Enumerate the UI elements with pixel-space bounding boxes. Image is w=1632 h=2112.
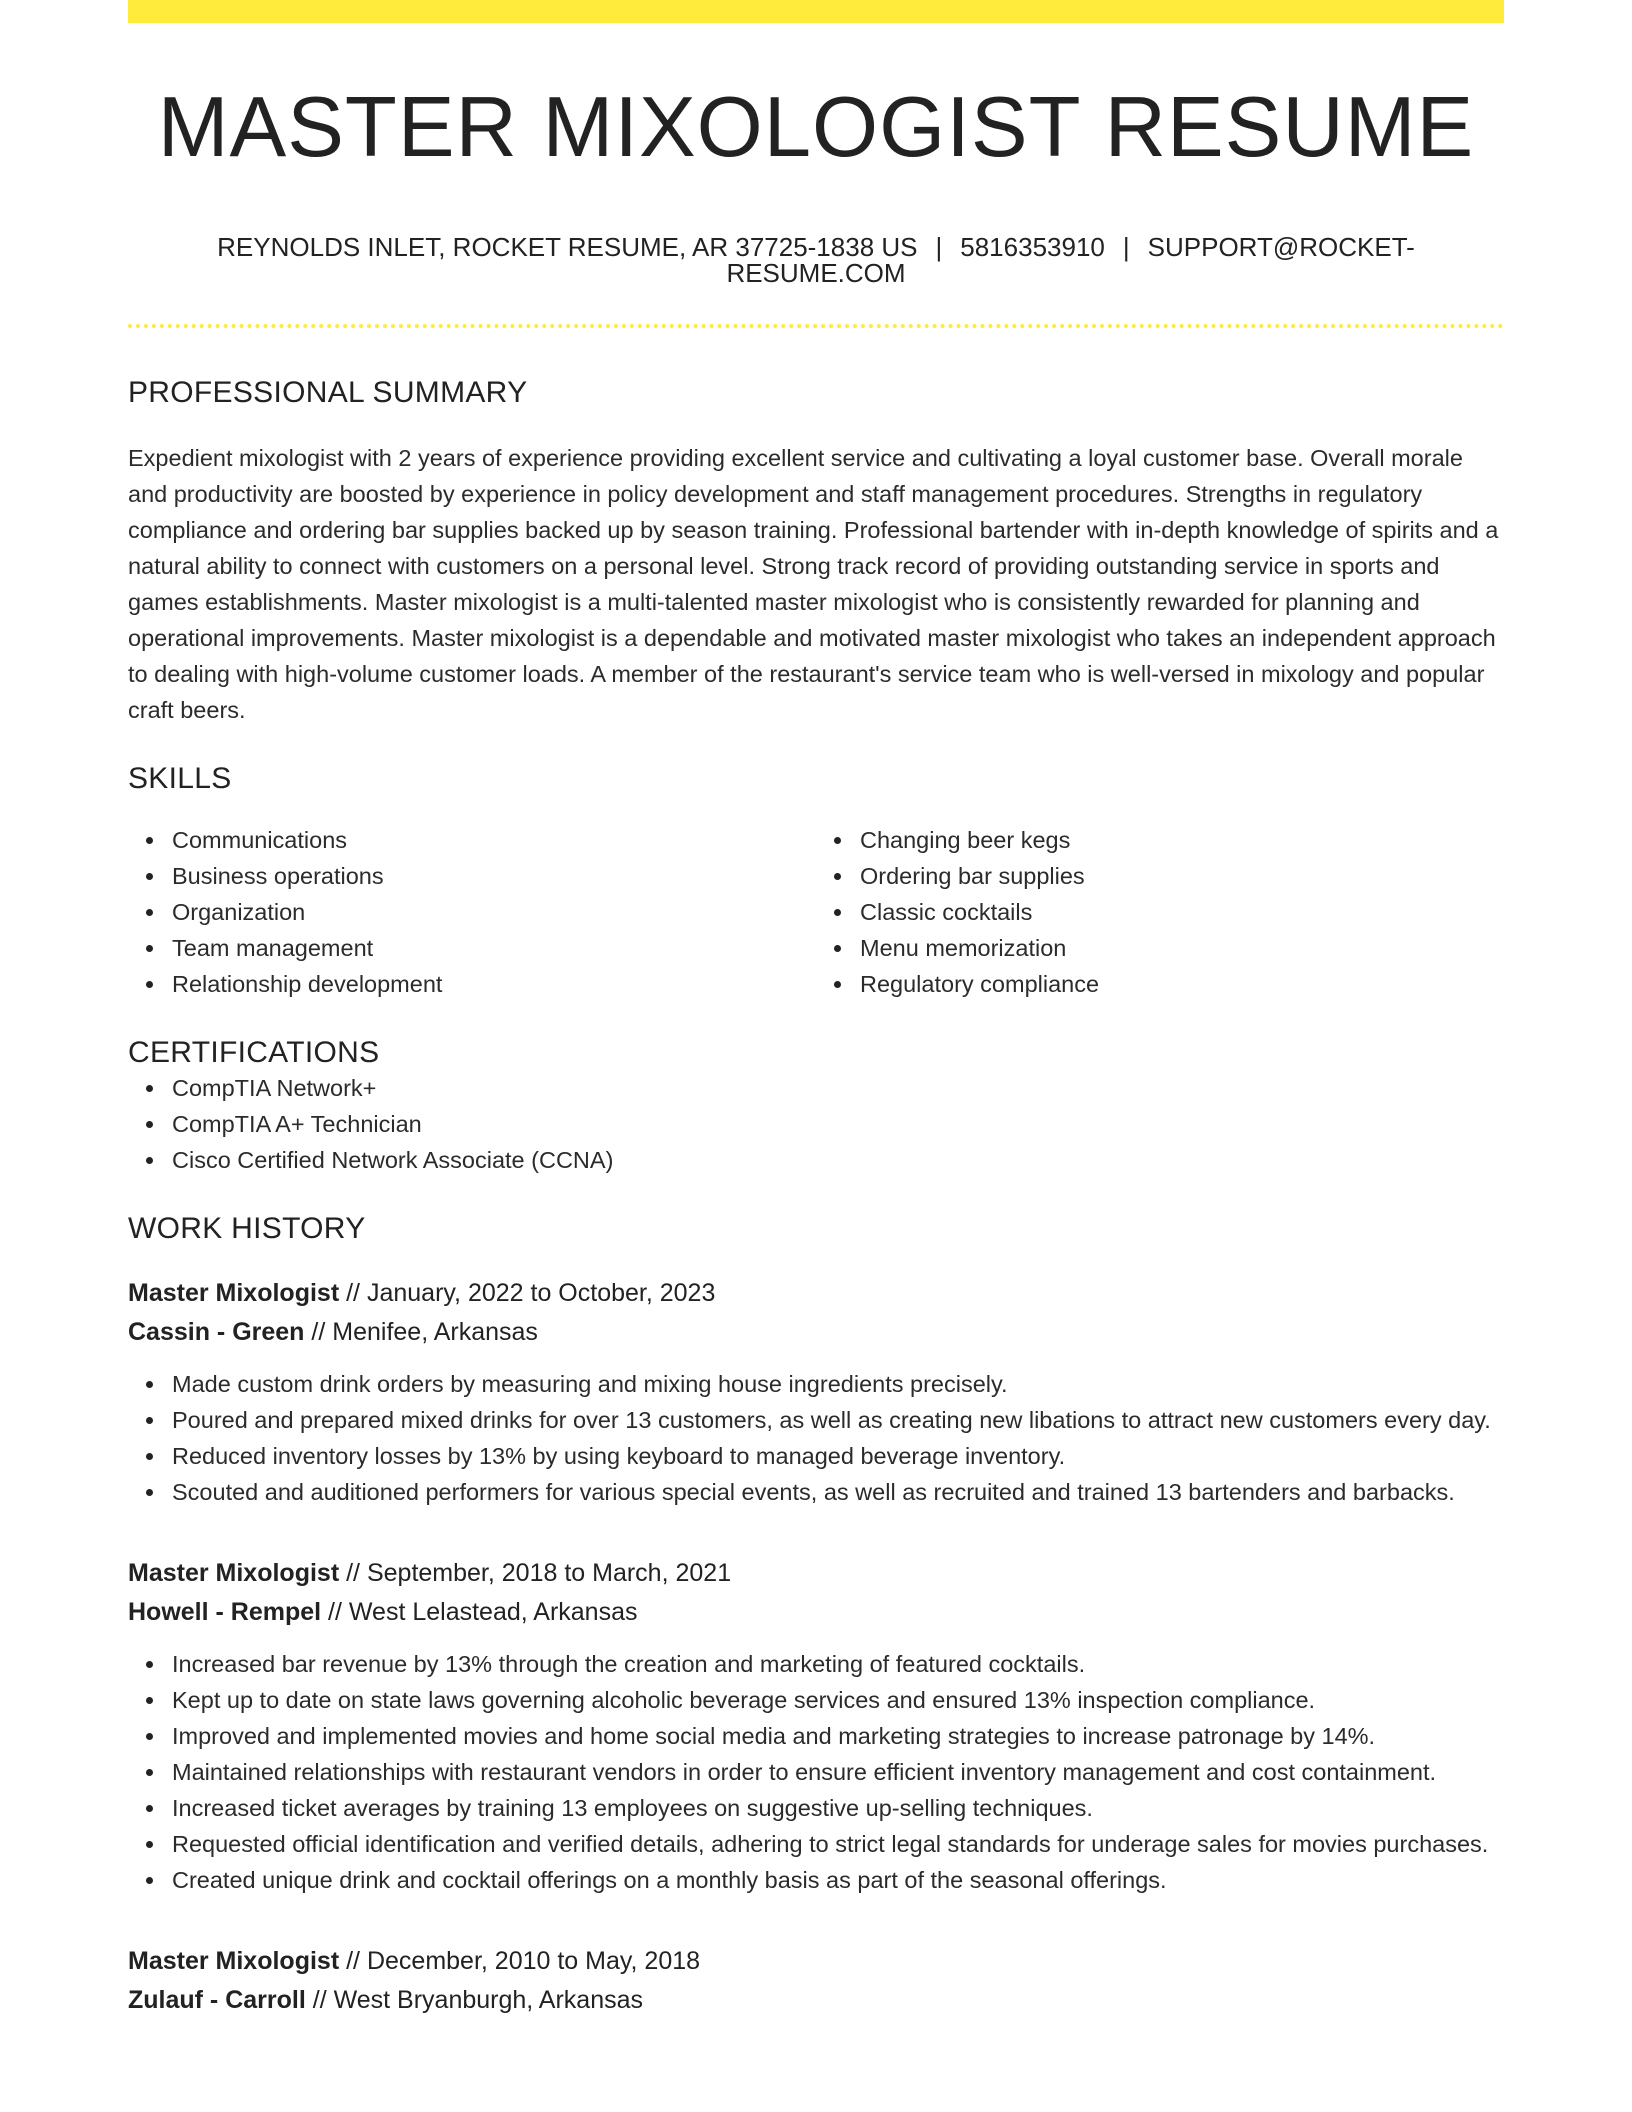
certification-item: Cisco Certified Network Associate (CCNA) [172, 1142, 1504, 1178]
job-dates: September, 2018 to March, 2021 [366, 1559, 732, 1587]
job-location: Menifee, Arkansas [332, 1318, 538, 1346]
certifications-heading: CERTIFICATIONS [128, 1036, 380, 1069]
job-bullet: Reduced inventory losses by 13% by using keyboard to managed beverage inventory. [172, 1438, 1504, 1474]
job-bullet: Requested official identification and verified details, adhering to strict legal standards for underage sales for movies purchases. [172, 1826, 1504, 1862]
job-title-line [128, 1554, 1504, 1593]
job-company-line [128, 1593, 1504, 1632]
contact-email: SUPPORT@ROCKET-RESUME.COM [726, 232, 1415, 288]
job-company: Howell - Rempel [128, 1598, 322, 1626]
job-title: Master Mixologist [128, 1559, 340, 1587]
skills-list-left [128, 822, 816, 1002]
skill-item: Classic cocktails [860, 894, 1504, 930]
contact-address: REYNOLDS INLET, ROCKET RESUME, AR 37725-1838 US [217, 232, 918, 262]
job-company-line [128, 1981, 1504, 2020]
skills-heading: SKILLS [128, 762, 232, 795]
certification-item: CompTIA Network+ [172, 1070, 1504, 1106]
certifications-list [128, 1070, 1504, 1178]
skill-item: Communications [172, 822, 816, 858]
resume-title: MASTER MIXOLOGIST RESUME [157, 80, 1475, 175]
skill-item: Regulatory compliance [860, 966, 1504, 1002]
skill-item: Business operations [172, 858, 816, 894]
job-location: West Bryanburgh, Arkansas [333, 1986, 644, 2014]
job-bullet: Scouted and auditioned performers for various special events, as well as recruited and trained 13 bartenders and barbacks. [172, 1474, 1504, 1510]
job-separator: // [346, 1559, 361, 1587]
job-company: Cassin - Green [128, 1318, 305, 1346]
job-bullet: Made custom drink orders by measuring and mixing house ingredients precisely. [172, 1366, 1504, 1402]
certification-item: CompTIA A+ Technician [172, 1106, 1504, 1142]
skills-list-right [816, 822, 1504, 1002]
skill-item: Team management [172, 930, 816, 966]
job-bullet: Maintained relationships with restaurant vendors in order to ensure efficient inventory management and cost containment. [172, 1754, 1504, 1790]
job-bullet: Improved and implemented movies and home social media and marketing strategies to increase patronage by 14%. [172, 1718, 1504, 1754]
job-dates: January, 2022 to October, 2023 [366, 1279, 716, 1307]
skills-grid [128, 822, 1504, 1002]
job-bullet: Poured and prepared mixed drinks for over 13 customers, as well as creating new libations to attract new customers every day. [172, 1402, 1504, 1438]
job-title: Master Mixologist [128, 1279, 340, 1307]
job-location: West Lelastead, Arkansas [348, 1598, 638, 1626]
job-entry [128, 1274, 1504, 1510]
job-company-line [128, 1313, 1504, 1352]
job-separator: // [328, 1598, 342, 1626]
job-company: Zulauf - Carroll [128, 1986, 306, 2014]
skill-item: Changing beer kegs [860, 822, 1504, 858]
job-dates: December, 2010 to May, 2018 [366, 1947, 701, 1975]
job-entry [128, 1554, 1504, 1898]
summary-text: Expedient mixologist with 2 years of experience providing excellent service and cultivating a loyal customer base. Overall morale and productivity are boosted by experience in policy development and staff management procedures. Strengths in regulatory compliance and ordering bar supplies backed up by season training. Professional bartender with in-depth knowledge of spirits and a natural ability to connect with customers on a personal level. Strong track record of providing outstanding service in sports and games establishments. Master mixologist is a multi-talented master mixologist who is consistently rewarded for planning and operational improvements. Master mixologist is a dependable and motivated master mixologist who takes an independent approach to dealing with high-volume customer loads. A member of the restaurant's service team who is well-versed in mixology and popular craft beers. [128, 445, 1499, 723]
job-title-line [128, 1274, 1504, 1313]
job-bullet: Increased ticket averages by training 13 employees on suggestive up-selling techniques. [172, 1790, 1504, 1826]
contact-line [128, 234, 1504, 286]
job-title: Master Mixologist [128, 1947, 340, 1975]
skill-item: Ordering bar supplies [860, 858, 1504, 894]
skill-item: Organization [172, 894, 816, 930]
job-bullet: Created unique drink and cocktail offerings on a monthly basis as part of the seasonal offerings. [172, 1862, 1504, 1898]
job-entry [128, 1942, 1504, 2020]
resume-page [128, 0, 1504, 2020]
work-history-heading: WORK HISTORY [128, 1212, 366, 1245]
job-bullet: Increased bar revenue by 13% through the creation and marketing of featured cocktails. [172, 1646, 1504, 1682]
dotted-divider [128, 324, 1504, 328]
accent-bar [128, 0, 1504, 23]
job-bullets [128, 1366, 1504, 1510]
job-separator: // [346, 1947, 361, 1975]
skill-item: Menu memorization [860, 930, 1504, 966]
job-bullet: Kept up to date on state laws governing alcoholic beverage services and ensured 13% inspection compliance. [172, 1682, 1504, 1718]
summary-heading: PROFESSIONAL SUMMARY [128, 376, 528, 409]
job-separator: // [311, 1318, 326, 1346]
contact-separator: | [1122, 232, 1130, 262]
job-separator: // [312, 1986, 327, 2014]
job-separator: // [346, 1279, 361, 1307]
job-title-line [128, 1942, 1504, 1981]
contact-separator: | [935, 232, 943, 262]
job-bullets [128, 1646, 1504, 1898]
contact-phone: 5816353910 [960, 232, 1105, 262]
skill-item: Relationship development [172, 966, 816, 1002]
